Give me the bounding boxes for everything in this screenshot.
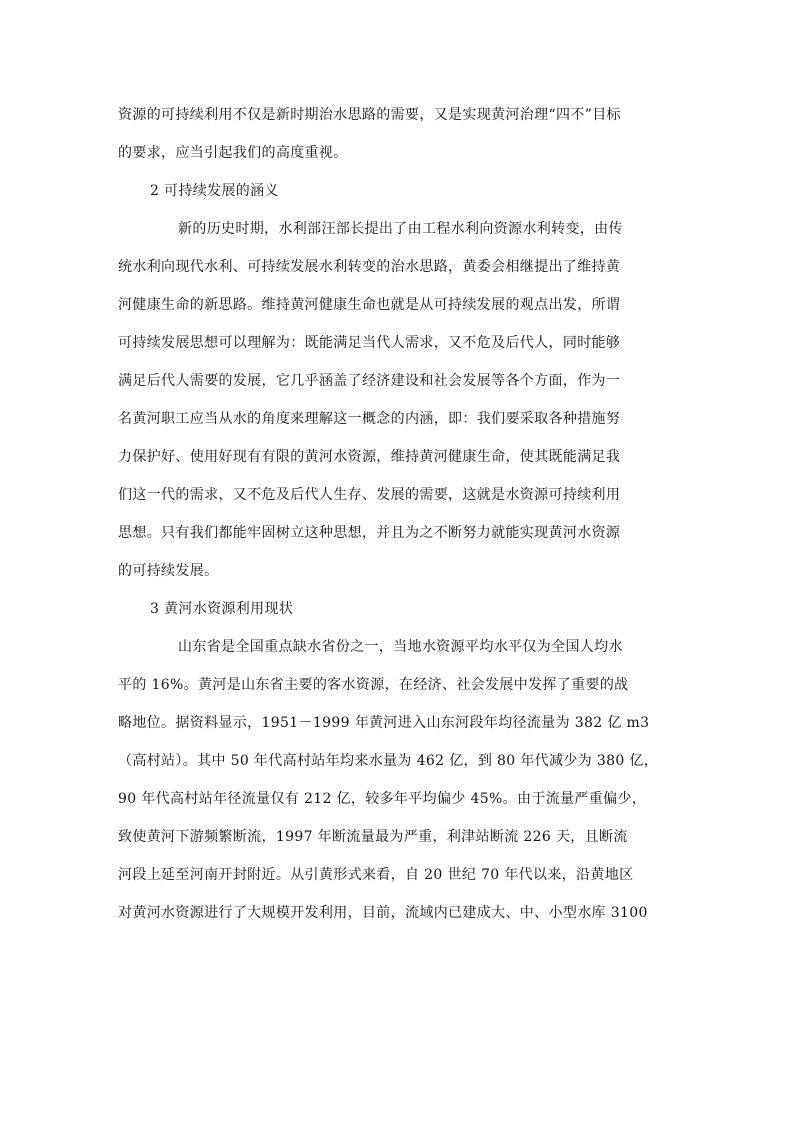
text-line: 统水利向现代水利、可持续发展水利转变的治水思路，黄委会相继提出了维持黄 (118, 259, 621, 275)
text-line: 力保护好、使用好现有有限的黄河水资源，维持黄河健康生命，使其既能满足我 (118, 449, 621, 465)
text-line: 河段上延至河南开封附近。从引黄形式来看，自 20 世纪 70 年代以来，沿黄地区 (118, 867, 634, 883)
text-line: 平的 16%。黄河是山东省主要的客水资源，在经济、社会发展中发挥了重要的战 (118, 677, 629, 693)
text-line: 可持续发展思想可以理解为：既能满足当代人需求，又不危及后代人，同时能够 (118, 335, 621, 351)
paragraph-sustainable-development (118, 210, 682, 590)
text-line: （高村站）。其中 50 年代高村站年均来水量为 462 亿，到 80 年代减少为 380 亿， (118, 753, 659, 769)
text-line: 河健康生命的新思路。维持黄河健康生命也就是从可持续发展的观点出发，所谓 (118, 297, 621, 313)
text-line: 名黄河职工应当从水的角度来理解这一概念的内涵，即：我们要采取各种措施努 (118, 411, 621, 427)
text-line: 的要求，应当引起我们的高度重视。 (118, 145, 348, 161)
text-line-first: 山东省是全国重点缺水省份之一，当地水资源平均水平仅为全国人均水 (178, 639, 623, 655)
text-line-first: 新的历史时期，水利部汪部长提出了由工程水利向资源水利转变，由传 (178, 221, 623, 237)
section-heading-water-resource-status: 3 黄河水资源利用现状 (150, 601, 294, 617)
paragraph-intro-continuation (118, 96, 682, 172)
section-heading-sustainable-development: 2 可持续发展的涵义 (150, 183, 279, 199)
text-line: 对黄河水资源进行了大规模开发利用，目前，流域内已建成大、中、小型水库 3100 (118, 905, 648, 921)
paragraph-water-resource-status (118, 628, 682, 932)
document-body (118, 96, 682, 932)
text-line: 满足后代人需要的发展，它几乎涵盖了经济建设和社会发展等各个方面，作为一 (118, 373, 621, 389)
text-line: 致使黄河下游频繁断流，1997 年断流量最为严重，利津站断流 226 天，且断流 (118, 829, 628, 845)
text-line: 们这一代的需求，又不危及后代人生存、发展的需要，这就是水资源可持续利用 (118, 487, 621, 503)
text-line: 的可持续发展。 (118, 563, 219, 579)
text-line: 90 年代高村站年径流量仅有 212 亿，较多年平均偏少 45%。由于流量严重偏少， (118, 791, 647, 807)
text-line: 思想。只有我们都能牢固树立这种思想，并且为之不断努力就能实现黄河水资源 (118, 525, 621, 541)
text-line: 略地位。据资料显示，1951－1999 年黄河进入山东河段年均径流量为 382 亿 m3 (118, 715, 650, 731)
text-line: 资源的可持续利用不仅是新时期治水思路的需要，又是实现黄河治理“四不”目标 (118, 107, 621, 123)
